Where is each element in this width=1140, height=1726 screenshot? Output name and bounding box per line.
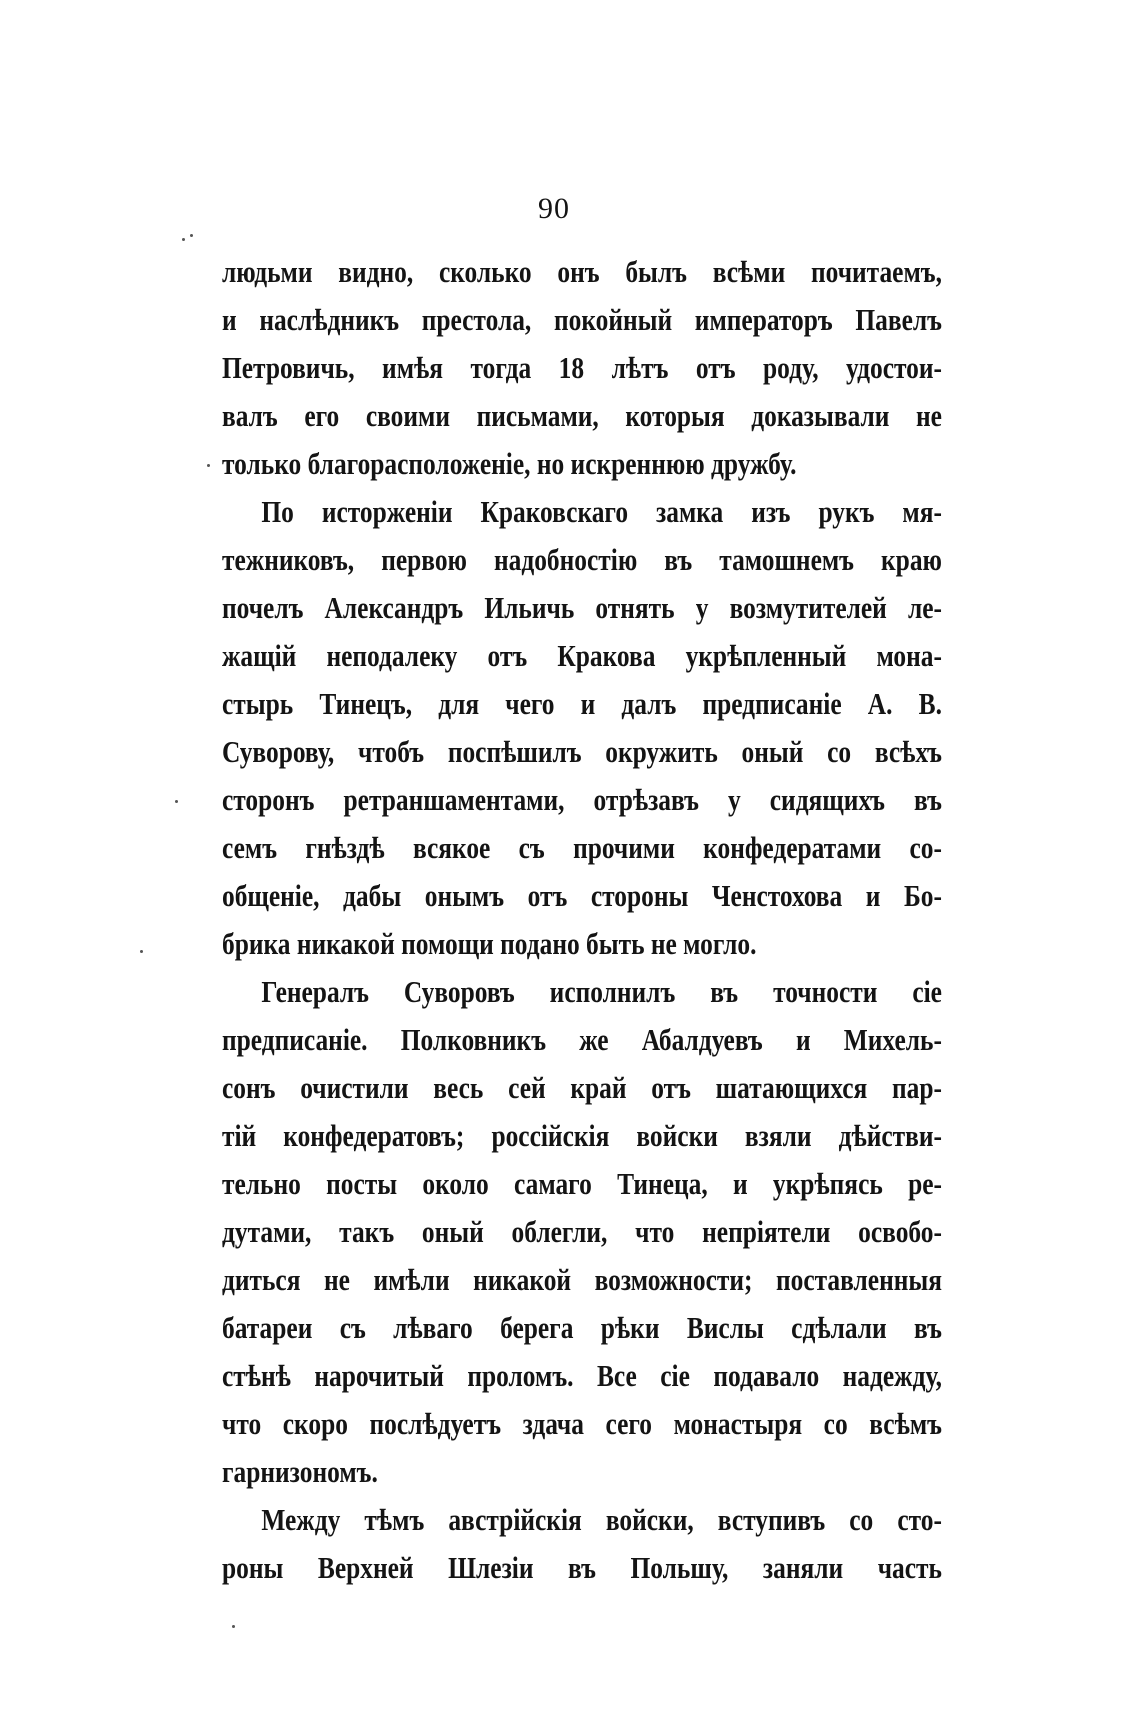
scan-speck — [190, 234, 193, 237]
text-line: сонъ очистили весь сей край отъ шатающихся пар- — [222, 1070, 942, 1105]
text-line: общеніе, дабы онымъ отъ стороны Ченстохова и Бо- — [222, 878, 942, 913]
text-line: брика никакой помощи подано быть не могло. — [222, 926, 757, 961]
text-line: тежниковъ, первою надобностію въ тамошнемъ краю — [222, 542, 942, 577]
text-line: только благорасположеніе, но искреннюю дружбу. — [222, 446, 797, 481]
scan-speck — [175, 800, 178, 803]
paragraph-2 — [222, 488, 942, 968]
text-line: Между тѣмъ австрійскія войски, вступивъ со сто- — [261, 1502, 942, 1537]
text-line: Петровичь, имѣя тогда 18 лѣтъ отъ роду, удостои- — [222, 350, 942, 385]
text-line: По исторженіи Краковскаго замка изъ рукъ мя- — [261, 494, 942, 529]
text-line: и наслѣдникъ престола, покойный императоръ Павелъ — [222, 302, 942, 337]
text-line: дутами, такъ оный облегли, что непріятели освобо- — [222, 1214, 942, 1249]
paragraph-1 — [222, 248, 942, 488]
text-line: стырь Тинецъ, для чего и далъ предписаніе А. В. — [222, 686, 942, 721]
text-line: почелъ Александръ Ильичь отнять у возмутителей ле- — [222, 590, 942, 625]
text-line: гарнизономъ. — [222, 1454, 378, 1489]
paragraph-3 — [222, 968, 942, 1496]
text-line: батареи съ лѣваго берега рѣки Вислы сдѣлали въ — [222, 1310, 942, 1345]
text-line: Генералъ Суворовъ исполнилъ въ точности сіе — [261, 974, 942, 1009]
text-line: стѣнѣ нарочитый проломъ. Все сіе подавало надежду, — [222, 1358, 942, 1393]
scan-speck — [182, 238, 185, 241]
body-text — [222, 248, 942, 1592]
text-line: сторонъ ретраншаментами, отрѣзавъ у сидящихъ въ — [222, 782, 942, 817]
text-line: что скоро послѣдуетъ здача сего монастыря со всѣмъ — [222, 1406, 942, 1441]
text-line: предписаніе. Полковникъ же Абалдуевъ и Михель- — [222, 1022, 942, 1057]
text-line: жащій неподалеку отъ Кракова укрѣпленный мона- — [222, 638, 942, 673]
page-number: 90 — [538, 192, 570, 225]
scan-speck — [207, 464, 210, 467]
text-line: тельно посты около самаго Тинеца, и укрѣпясь ре- — [222, 1166, 942, 1201]
text-line: людьми видно, сколько онъ былъ всѣми почитаемъ, — [222, 254, 942, 289]
scan-speck — [140, 950, 143, 953]
paragraph-4 — [222, 1496, 942, 1592]
text-line: тій конфедератовъ; россійскія войски взяли дѣйстви- — [222, 1118, 942, 1153]
text-line: Суворову, чтобъ поспѣшилъ окружить оный со всѣхъ — [222, 734, 942, 769]
text-line: диться не имѣли никакой возможности; поставленныя — [222, 1262, 942, 1297]
text-line: семъ гнѣздѣ всякое съ прочими конфедератами со- — [222, 830, 942, 865]
text-line: роны Верхней Шлезіи въ Польшу, заняли часть — [222, 1550, 942, 1585]
scan-speck — [232, 1625, 235, 1628]
text-line: валъ его своими письмами, которыя доказывали не — [222, 398, 942, 433]
